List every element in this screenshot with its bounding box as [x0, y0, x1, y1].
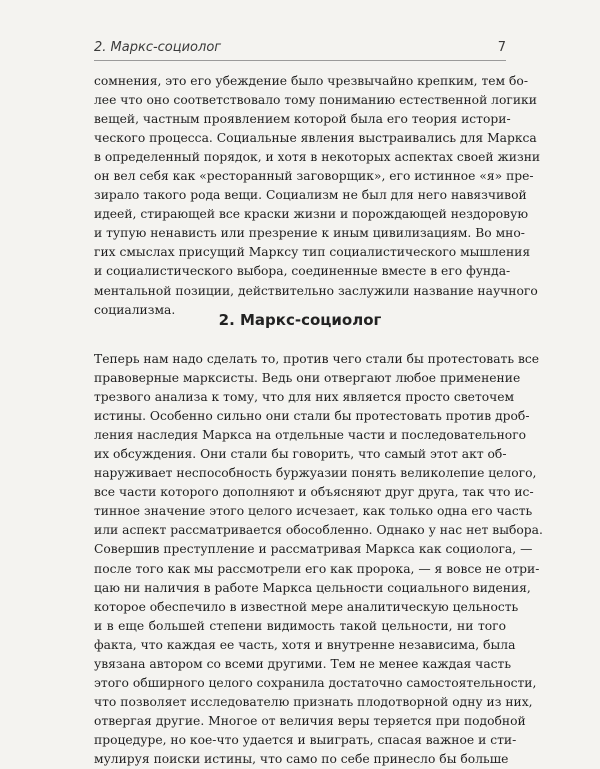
text-line: в определенный порядок, и хотя в некоторых аспектах своей жизни — [94, 150, 541, 165]
text-line: он вел себя как «ресторанный заговорщик», его истинное «я» пре- — [94, 169, 534, 184]
text-line: отвергая другие. Многое от величия веры теряется при подобной — [94, 713, 526, 728]
text-line: гих смыслах присущий Марксу тип социалистического мышления — [94, 245, 531, 260]
text-line: ческого процесса. Социальные явления выстраивались для Маркса — [94, 131, 537, 146]
text-line: зирало такого рода вещи. Социализм не был для него навязчивой — [94, 188, 527, 203]
header-rule — [94, 60, 506, 61]
text-line: процедуре, но кое-что удается и выиграть, спасая важное и сти- — [94, 732, 517, 747]
text-line: социализма. — [94, 302, 176, 317]
text-line: лее что оно соответствовало тому пониманию естественной логики — [94, 93, 537, 108]
text-line: тинное значение этого целого исчезает, как только одна его часть — [94, 504, 533, 519]
text-line: Теперь нам надо сделать то, против чего стали бы протестовать все — [94, 352, 540, 366]
text-line: вещей, частным проявлением которой была его теория истори- — [94, 112, 511, 127]
text-line: что позволяет исследователю признать плодотворной одну из них, — [94, 694, 533, 709]
running-header-section: 2. Маркс-социолог — [94, 40, 222, 55]
text-line: Совершив преступление и рассматривая Маркса как социолога, — — [94, 542, 533, 557]
text-line: после того как мы рассмотрели его как пророка, — я вовсе не отри- — [94, 561, 540, 576]
text-line: ления наследия Маркса на отдельные части и последовательного — [94, 428, 527, 443]
text-line: и социалистического выбора, соединенные вместе в его фунда- — [94, 264, 511, 279]
text-line: цаю ни наличия в работе Маркса цельности социального видения, — [94, 580, 531, 595]
text-line: их обсуждения. Они стали бы говорить, что самый этот акт об- — [94, 447, 507, 462]
text-line: наруживает неспособность буржуазии понять великолепие целого, — [94, 466, 537, 481]
text-line: истины. Особенно сильно они стали бы протестовать против дроб- — [94, 409, 530, 424]
page-number: 7 — [497, 40, 506, 55]
text-line: все части которого дополняют и объясняют друг друга, так что ис- — [94, 485, 534, 500]
text-line: факта, что каждая ее часть, хотя и внутренне независима, была — [94, 637, 516, 652]
paragraph-continued — [94, 72, 541, 320]
text-line: этого обширного целого сохранила достаточно самостоятельности, — [94, 675, 537, 690]
text-line: сомнения, это его убеждение было чрезвычайно крепким, тем бо- — [94, 74, 528, 88]
text-line: и тупую ненависть или презрение к иным цивилизациям. Во мно- — [94, 226, 525, 241]
text-line: увязана автором со всеми другими. Тем не менее каждая часть — [94, 656, 512, 671]
text-line: или аспект рассматривается обособленно. Однако у нас нет выбора. — [94, 523, 543, 538]
text-line: мулируя поиски истины, что само по себе принесло бы больше — [94, 751, 509, 766]
text-line: идеей, стирающей все краски жизни и порождающей нездоровую — [94, 207, 529, 222]
text-line: и в еще большей степени видимость такой цельности, ни того — [94, 618, 506, 633]
running-header — [94, 40, 506, 55]
paragraph-section-start — [94, 350, 543, 769]
text-line: правоверные марксисты. Ведь они отвергают любое применение — [94, 371, 521, 386]
section-heading: 2. Маркс-социолог — [218, 311, 382, 329]
text-line: трезвого анализа к тому, что для них является просто светочем — [94, 390, 515, 405]
text-line: которое обеспечило в известной мере аналитическую цельность — [94, 599, 519, 614]
text-line: ментальной позиции, действительно заслужили название научного — [94, 283, 538, 298]
